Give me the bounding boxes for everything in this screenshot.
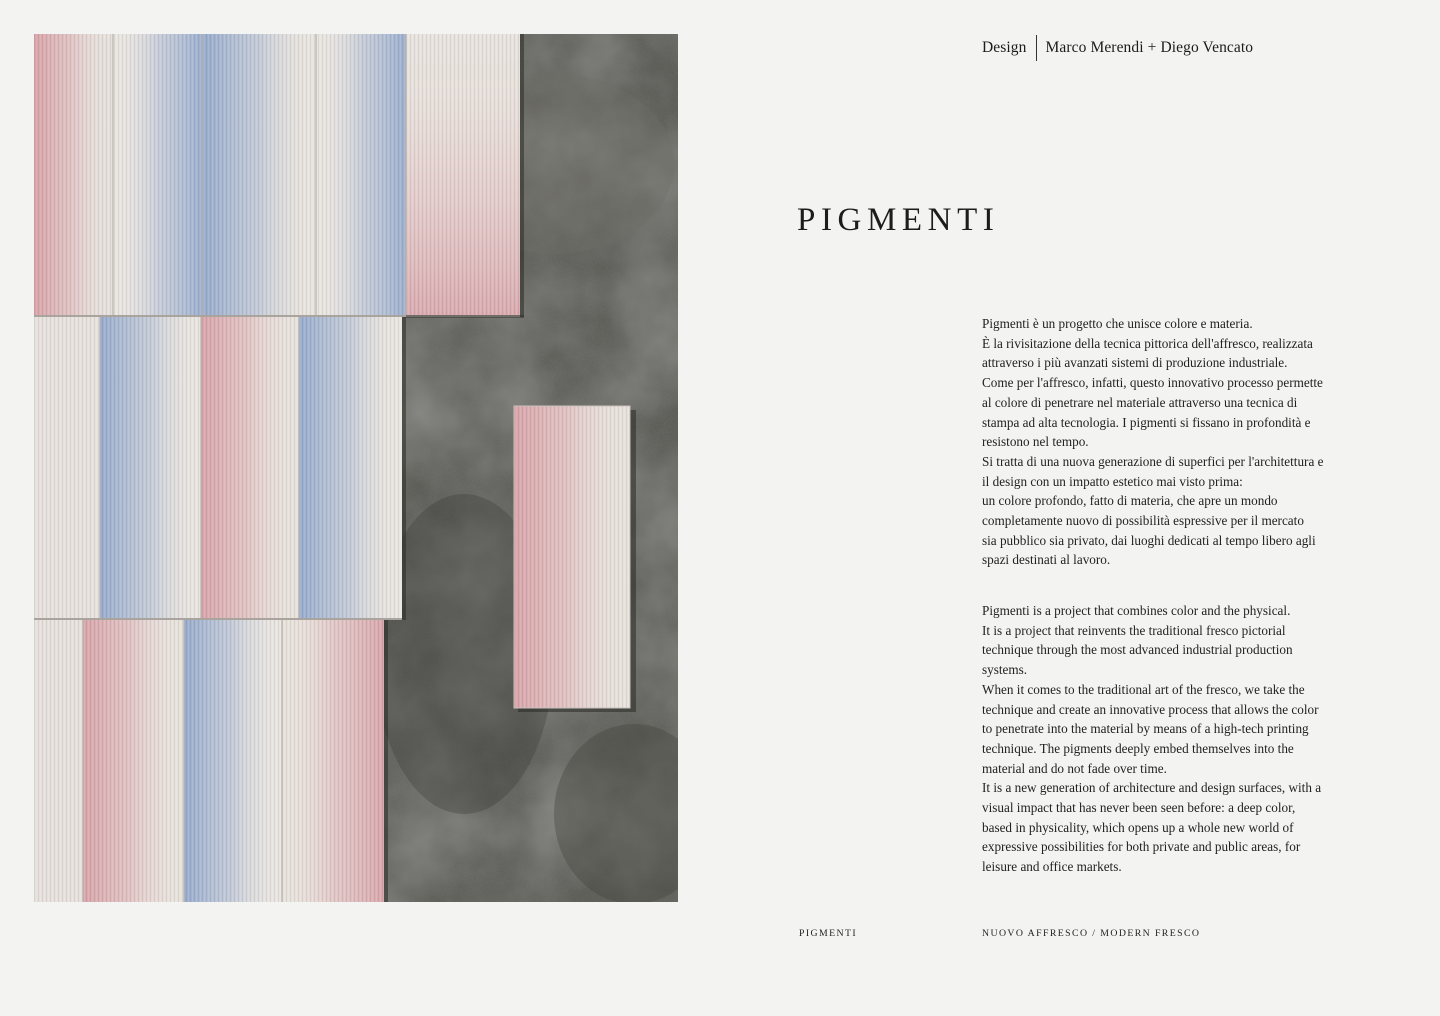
body-line: attraverso i più avanzati sistemi di produzione industriale. bbox=[982, 355, 1288, 371]
body-line: spazi destinati al lavoro. bbox=[982, 552, 1111, 568]
footer-collection-name: NUOVO AFFRESCO / MODERN FRESCO bbox=[982, 928, 1201, 939]
body-line: technique. The pigments deeply embed themselves into the bbox=[982, 740, 1294, 756]
body-line: technique through the most advanced industrial production bbox=[982, 642, 1293, 658]
footer-project-name: PIGMENTI bbox=[799, 928, 858, 939]
body-english bbox=[982, 601, 1382, 877]
body-line: il design con un impatto estetico mai visto prima: bbox=[982, 473, 1243, 489]
body-line: It is a project that reinvents the traditional fresco pictorial bbox=[982, 622, 1286, 638]
body-line: un colore profondo, fatto di materia, che apre un mondo bbox=[982, 493, 1278, 509]
body-line: resistono nel tempo. bbox=[982, 434, 1089, 450]
body-line: It is a new generation of architecture and design surfaces, with a bbox=[982, 780, 1322, 796]
body-line: to penetrate into the material by means of a high-tech printing bbox=[982, 721, 1309, 737]
body-line: Pigmenti is a project that combines color and the physical. bbox=[982, 603, 1291, 618]
body-line: When it comes to the traditional art of the fresco, we take the bbox=[982, 681, 1305, 697]
body-line: al colore di penetrare nel materiale attraverso una tecnica di bbox=[982, 394, 1298, 410]
body-line: leisure and office markets. bbox=[982, 859, 1122, 875]
body-line: È la rivisitazione della tecnica pittorica dell'affresco, realizzata bbox=[982, 335, 1313, 351]
body-line: visual impact that has never been seen before: a deep color, bbox=[982, 800, 1296, 816]
body-line: based in physicality, which opens up a whole new world of bbox=[982, 819, 1294, 835]
credit-role: Design bbox=[982, 39, 1027, 56]
tile-photo bbox=[34, 34, 678, 902]
credit-designers: Marco Merendi + Diego Vencato bbox=[1045, 39, 1254, 56]
page-title: PIGMENTI bbox=[797, 202, 1000, 238]
body-italian bbox=[982, 314, 1382, 570]
body-line: stampa ad alta tecnologia. I pigmenti si fissano in profondità e bbox=[982, 414, 1311, 430]
body-line: technique and create an innovative process that allows the color bbox=[982, 701, 1319, 717]
body-line: Si tratta di una nuova generazione di superfici per l'architettura e bbox=[982, 453, 1324, 469]
body-line: systems. bbox=[982, 662, 1028, 678]
body-line: completamente nuovo di possibilità espressive per il mercato bbox=[982, 513, 1304, 529]
credit-divider bbox=[1036, 35, 1037, 61]
body-line: sia pubblico sia privato, dai luoghi dedicati al tempo libero agli bbox=[982, 532, 1316, 548]
body-line: Come per l'affresco, infatti, questo innovativo processo permette bbox=[982, 375, 1323, 391]
body-line: material and do not fade over time. bbox=[982, 760, 1167, 776]
body-line: expressive possibilities for both private and public areas, for bbox=[982, 839, 1301, 855]
body-line: Pigmenti è un progetto che unisce colore e materia. bbox=[982, 316, 1253, 331]
design-credit bbox=[982, 35, 1253, 61]
